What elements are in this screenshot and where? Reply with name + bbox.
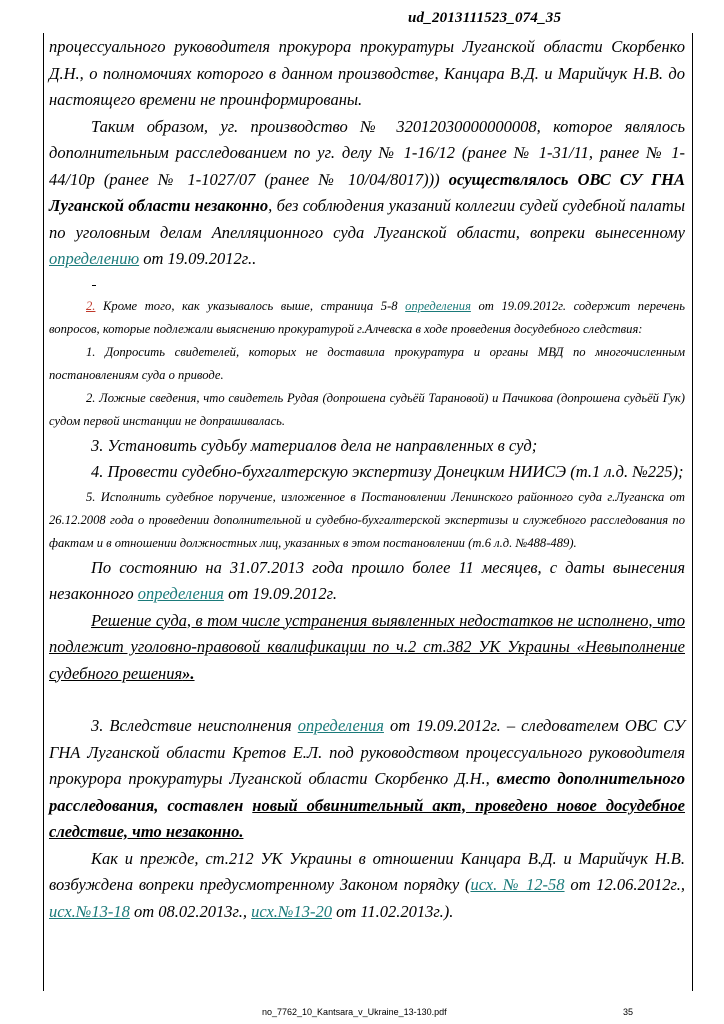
left-border-line xyxy=(43,33,44,991)
paragraph-9: По состоянию на 31.07.2013 года прошло более 11 месяцев, с даты вынесения незаконного определения от 19.09.2012г. xyxy=(49,557,685,603)
paragraph-10: Решение суда, в том числе устранения выявленных недостатков не исполнено, что подлежит уголовно-правовой квалификации по ч.2 ст.382 УК Украины «Невыполнение судебного решения». xyxy=(49,610,685,683)
footer-page-number: 35 xyxy=(623,1007,634,1017)
link-ref-13-18[interactable]: исх.№13-18 xyxy=(49,901,130,921)
list-item-2: 2. Ложные сведения, что свидетель Рудая (допрошена судьёй Тарановой) и Пачикова (допрошена судьёй Гук) судом первой инстанции не допрашивалась. xyxy=(49,390,685,428)
spacer xyxy=(49,687,685,713)
link-determination[interactable]: определения xyxy=(405,298,471,313)
list-item-5: 5. Исполнить судебное поручение, изложенное в Постановлении Ленинского районного суда г.Луганска от 26.12.2008 года о проведении дополнительной и судебно-бухгалтерской экспертизы и служебного расследования по фактам и в отношении должностных лиц, указанных в этом постановлении (т.6 л.д. №488-489). xyxy=(49,489,685,550)
paragraph-1: процессуального руководителя прокурора прокуратуры Луганской области Скорбенко Д.Н., о полномочиях которого в данном производстве, Канцара В.Д. и Марийчук Н.В. до настоящего времени не проинформированы. xyxy=(49,37,685,109)
list-item-3: 3. Установить судьбу материалов дела не направленных в суд; xyxy=(91,435,538,455)
link-determination[interactable]: определения xyxy=(137,584,224,603)
paragraph-11: 3. Вследствие неисполнения определения от 19.09.2012г. – следователем ОВС СУ ГНА Луганской области Кретов Е.Л. под руководством процессуального руководителя прокурора прокуратуры Луганской области Скорбенко Д.Н., вместо дополнительного расследования, составлен новый обвинительный акт, проведено новое досудебное следствие, что незаконно. xyxy=(49,716,685,841)
list-item-4: 4. Провести судебно-бухгалтерскую экспертизу Донецким НИИСЭ (т.1 л.д. №225); xyxy=(91,462,684,481)
page-body xyxy=(49,34,685,925)
paragraph-12: Как и прежде, ст.212 УК Украины в отношении Канцара В.Д. и Марийчук Н.В. возбуждена вопреки предусмотренному Законом порядку (исх. № 12-58 от 12.06.2012г., исх.№13-18 от 08.02.2013г., исх.№13-20 от 11.02.2013г.). xyxy=(49,848,685,921)
dash-mark xyxy=(49,273,685,295)
list-item-1: 1. Допросить свидетелей, которых не доставила прокуратура и органы МВД по многочисленным постановлениям суда о приводе. xyxy=(49,344,685,382)
link-determination[interactable]: определению xyxy=(49,249,140,268)
paragraph-3: 2. Кроме того, как указывалось выше, страница 5-8 определения от 19.09.2012г. содержит перечень вопросов, которые подлежали выяснению прокуратурой г.Алчевска в ходе проведения досудебного следствия: xyxy=(49,298,685,336)
document-id: ud_2013111523_074_35 xyxy=(408,10,562,26)
paragraph-2: Таким образом, уг. производство № 32012030000000008, которое являлось дополнительным расследованием по уг. делу № 1-16/12 (ранее № 1-31/11, ранее № 1-44/10р (ранее № 1-1027/07 (ранее № 10/04/8017))) осуществлялось ОВС СУ ГНА Луганской области незаконно, без соблюдения указаний коллегии судей судебной палаты по уголовным делам Апелляционного суда Луганской области, вопреки вынесенному определению от 19.09.2012г.. xyxy=(49,116,685,268)
footer-filename: no_7762_10_Kantsara_v_Ukraine_13-130.pdf xyxy=(262,1007,447,1017)
right-border-line xyxy=(692,33,693,991)
link-ref-12-58[interactable]: исх. № 12-58 xyxy=(470,875,565,894)
link-determination[interactable]: определения xyxy=(297,716,384,735)
link-ref-13-20[interactable]: исх.№13-20 xyxy=(251,901,332,921)
